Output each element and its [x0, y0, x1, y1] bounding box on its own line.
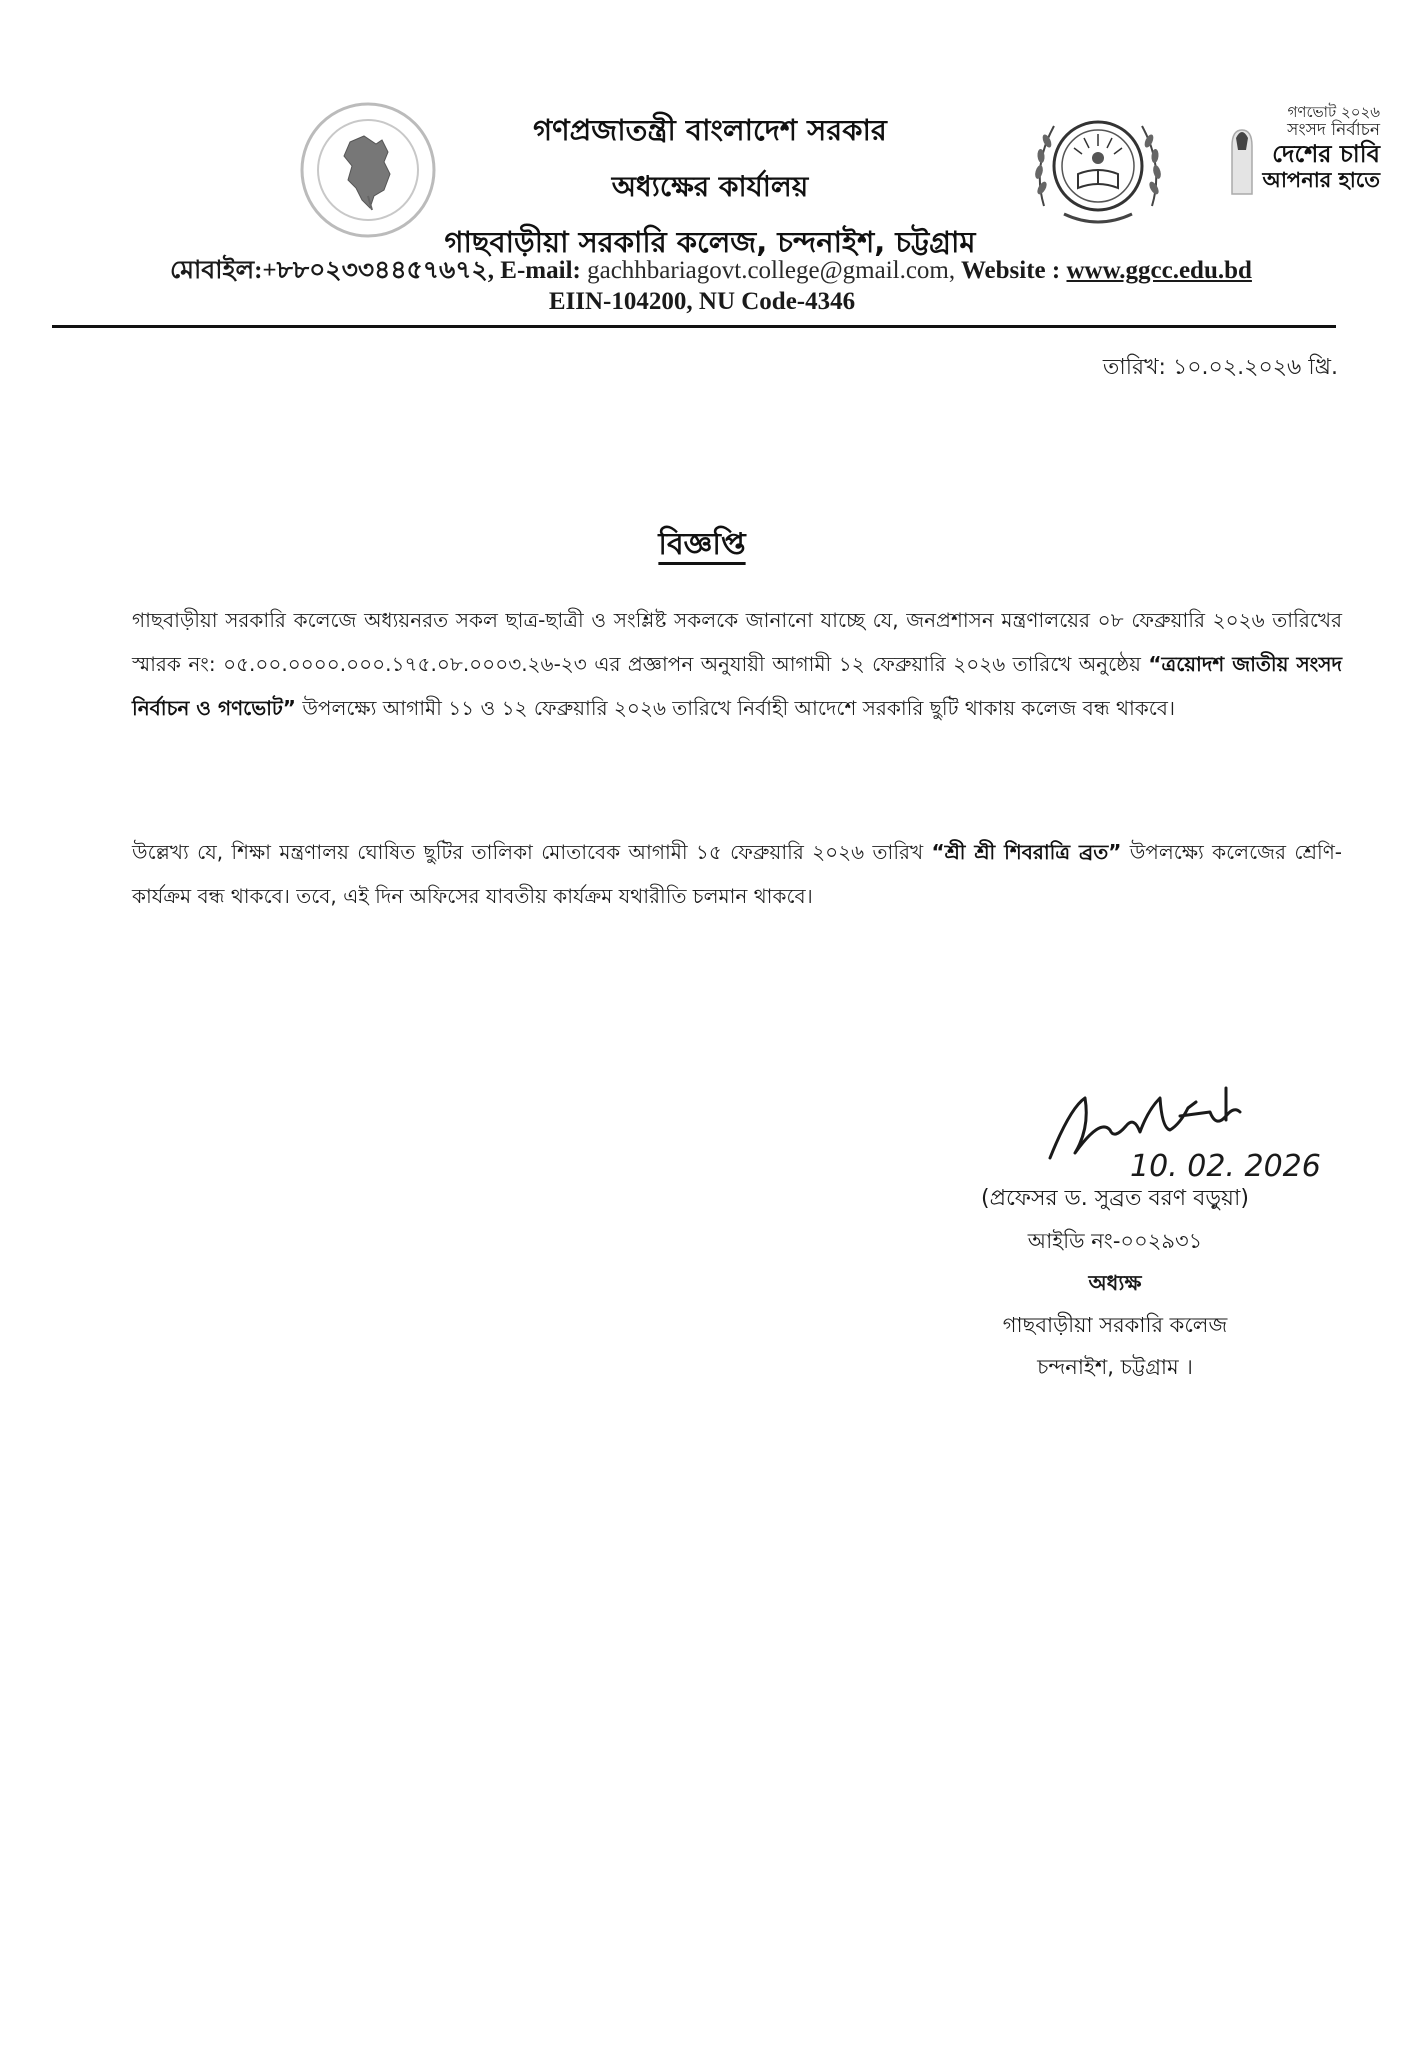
email-address[interactable]: gachhbariagovt.college@gmail.com,: [587, 257, 956, 284]
college-address: গাছবাড়ীয়া সরকারি কলেজ, চন্দনাইশ, চট্টগ্রাম: [444, 225, 976, 259]
signatory-block: [940, 1178, 1290, 1388]
notice-paragraph-2: [132, 830, 1342, 918]
signatory-location: চন্দনাইশ, চট্টগ্রাম ।: [1037, 1355, 1193, 1379]
badge-line-1: গণভোট ২০২৬: [1287, 103, 1380, 121]
notice-title: [0, 520, 1404, 571]
handwritten-signature: [1030, 1068, 1360, 1188]
mobile-number: মোবাইল:+৮৮০২৩৩৪৪৫৭৬৭২,: [170, 257, 495, 284]
paragraph-1-highlight: “ত্রয়োদশ জাতীয় সংসদ নির্বাচন ও গণভোট”: [132, 652, 1342, 720]
signatory-name: (প্রফেসর ড. সুব্রত বরণ বড়ুয়া): [981, 1186, 1249, 1211]
notice-paragraph-1: [132, 598, 1342, 730]
paragraph-2-text-b: উপলক্ষ্যে কলেজের শ্রেণি-কার্যক্রম বন্ধ থাকবে। তবে, এই দিন অফিসের যাবতীয় কার্যক্রম যথারীতি চলমান থাকবে।: [132, 840, 1343, 908]
paragraph-2-text-a: উল্লেখ্য যে, শিক্ষা মন্ত্রণালয় ঘোষিত ছুটির তালিকা মোতাবেক আগামী ১৫ ফেব্রুয়ারি ২০২৬ তারিখ: [132, 840, 924, 864]
paragraph-1-text-b: উপলক্ষ্যে আগামী ১১ ও ১২ ফেব্রুয়ারি ২০২৬ তারিখে নির্বাহী আদেশে সরকারি ছুটি থাকায় কলেজ বন্ধ থাকবে।: [302, 696, 1176, 720]
government-name: গণপ্রজাতন্ত্রী বাংলাদেশ সরকার: [533, 113, 887, 147]
signatory-college: গাছবাড়ীয়া সরকারি কলেজ: [1002, 1313, 1228, 1337]
email-label: E-mail:: [500, 257, 581, 284]
paragraph-2-highlight: “শ্রী শ্রী শিবরাত্রি ব্রত”: [931, 840, 1122, 864]
signatory-designation: অধ্যক্ষ: [1088, 1271, 1142, 1295]
notice-title-text: বিজ্ঞপ্তি: [658, 527, 746, 562]
paragraph-1-text-a: গাছবাড়ীয়া সরকারি কলেজে অধ্যয়নরত সকল ছাত্র-ছাত্রী ও সংশ্লিষ্ট সকলকে জানানো যাচ্ছে যে, জনপ্রশাসন মন্ত্রণালয়ের ০৮ ফেব্রুয়ারি ২০২৬ তারিখের স্মারক নং: ০৫.০০.০০০০.০০০.১৭৫.০৮.০০০৩.২৬-২৩ এর প্রজ্ঞাপন অনুযায়ী আগামী ১২ ফেব্রুয়ারি ২০২৬ তারিখে অনুষ্ঠেয়: [132, 608, 1342, 676]
notice-date: তারিখ: ১০.০২.২০২৬ খ্রি.: [1102, 355, 1338, 380]
badge-line-2: সংসদ নির্বাচন: [1287, 120, 1380, 141]
badge-line-4: আপনার হাতে: [1262, 168, 1380, 193]
signature-date: 10. 02. 2026: [1130, 1149, 1321, 1184]
header-divider: [52, 325, 1336, 328]
government-seal-icon: [298, 100, 438, 240]
contact-line: [170, 250, 1340, 293]
letterhead-heading: [430, 108, 990, 269]
website-label: Website :: [960, 257, 1061, 284]
website-link[interactable]: www.ggcc.edu.bd: [1066, 257, 1252, 284]
signatory-id: আইডি নং-০০২৯৩১: [1027, 1229, 1203, 1253]
office-name: অধ্যক্ষের কার্যালয়: [611, 170, 809, 203]
election-badge: [1250, 104, 1380, 193]
college-crest-icon: [1024, 96, 1172, 236]
badge-line-3: দেশের চাবি: [1272, 139, 1380, 168]
institution-codes: EIIN-104200, NU Code-4346: [548, 288, 856, 315]
